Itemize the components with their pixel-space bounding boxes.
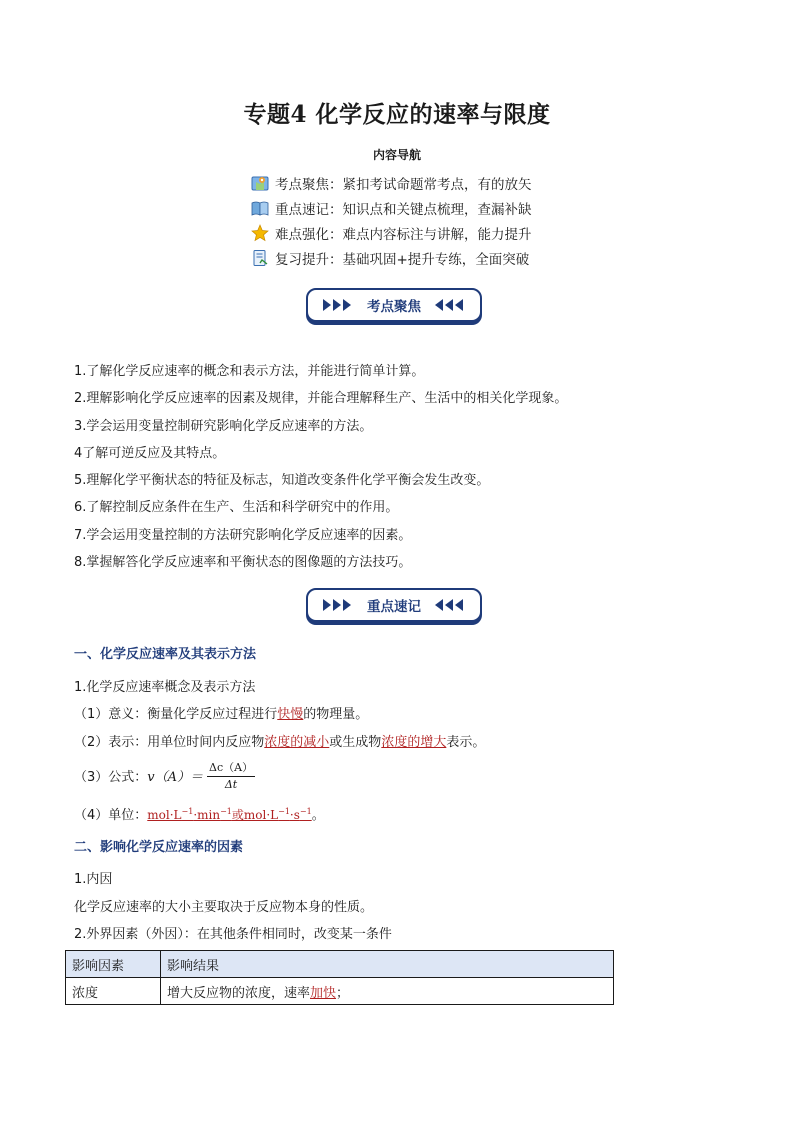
text: 表示。: [446, 735, 486, 750]
objectives-list: [74, 358, 754, 576]
nav-item-label: 考点聚焦：紧扣考试命题常考点，有的放矢: [275, 176, 532, 193]
nav-item-review: [251, 245, 571, 270]
table-row: [66, 978, 614, 1005]
table-header-cell: 影响因素: [66, 951, 161, 978]
factors-table: [65, 950, 614, 1005]
nav-item-label: 复习提升：基础巩固+提升专练，全面突破: [275, 251, 530, 268]
section-tab-notes: [306, 588, 482, 622]
list-item: 2.理解影响化学反应速率的因素及规律，并能合理解释生产、生活中的相关化学现象。: [74, 391, 568, 407]
text: （4）单位：: [74, 808, 148, 823]
text: （1）意义：衡量化学反应过程进行: [74, 707, 278, 722]
nav-item-label: 难点强化：难点内容标注与讲解，能力提升: [275, 226, 532, 243]
section-tab-focus: [306, 288, 482, 322]
list-item: 3.学会运用变量控制研究影响化学反应速率的方法。: [74, 418, 373, 434]
sub-heading: 2.外界因素（外因）：在其他条件相同时，改变某一条件: [74, 927, 392, 942]
content-nav-heading: 内容导航: [372, 148, 421, 162]
arrows-right-icon: [323, 599, 353, 611]
arrows-right-icon: [323, 299, 353, 311]
formula-fraction: [207, 759, 255, 791]
sub-heading: 1.化学反应速率概念及表示方法: [74, 680, 256, 695]
content-nav-list: [251, 170, 571, 270]
key-term: 浓度的减小: [264, 735, 330, 750]
nav-item-notes: [251, 195, 571, 220]
list-item: 4了解可逆反应及其特点。: [74, 445, 226, 461]
sub-heading: 1.内因: [74, 872, 113, 887]
meaning-line: [74, 703, 368, 722]
page-title: 专题4 化学反应的速率与限度: [243, 101, 551, 128]
list-item: 5.理解化学平衡状态的特征及标志，知道改变条件化学平衡会发生改变。: [74, 473, 490, 489]
map-pin-icon: [251, 174, 269, 192]
text: 或生成物: [329, 735, 382, 750]
arrows-left-icon: [435, 299, 465, 311]
table-cell: 浓度: [66, 978, 161, 1005]
unit-value: $mol\cdot L^{-1}\cdot\min^{-1}$或$mol\cdot L^{-1}\cdot s^{-1}$: [147, 807, 312, 822]
list-item: 7.学会运用变量控制的方法研究影响化学反应速率的因素。: [74, 527, 412, 543]
text: 的物理量。: [303, 707, 369, 722]
text: （2）表示：用单位时间内反应物: [74, 735, 265, 750]
table-header-cell: 影响结果: [161, 951, 614, 978]
book-icon: [251, 199, 269, 217]
table-cell: 增大反应物的浓度，速率加快；: [161, 978, 614, 1005]
nav-item-label: 重点速记：知识点和关键点梳理，查漏补缺: [275, 201, 532, 218]
star-icon: [251, 224, 269, 242]
formula-denominator: Δt: [224, 778, 238, 791]
nav-item-focus: [251, 170, 571, 195]
checklist-icon: [251, 249, 269, 267]
section-tab-label: 考点聚焦: [367, 299, 421, 315]
section-heading-factors: 二、影响化学反应速率的因素: [74, 840, 244, 855]
section-heading-rate: 一、化学反应速率及其表示方法: [74, 647, 257, 662]
formula-line: [74, 759, 255, 791]
list-item: 8.掌握解答化学反应速率和平衡状态的图像题的方法技巧。: [74, 555, 412, 571]
text: 。: [311, 808, 325, 823]
arrows-left-icon: [435, 599, 465, 611]
key-term: 快慢: [277, 707, 304, 722]
unit-line: [74, 804, 325, 823]
list-item: 6.了解控制反应条件在生产、生活和科学研究中的作用。: [74, 500, 399, 516]
expression-line: [74, 731, 485, 750]
formula-numerator: Δc（A）: [207, 759, 255, 777]
nav-item-difficult: [251, 220, 571, 245]
section-tab-label: 重点速记: [367, 599, 421, 615]
table-header-row: [66, 951, 614, 978]
key-term: 加快: [310, 985, 337, 1001]
key-term: 浓度的增大: [381, 735, 447, 750]
list-item: 1.了解化学反应速率的概念和表示方法，并能进行简单计算。: [74, 364, 425, 379]
paragraph: 化学反应速率的大小主要取决于反应物本身的性质。: [74, 900, 374, 915]
text: （3）公式：: [74, 769, 148, 785]
formula-lhs: v（A）＝: [147, 769, 204, 785]
